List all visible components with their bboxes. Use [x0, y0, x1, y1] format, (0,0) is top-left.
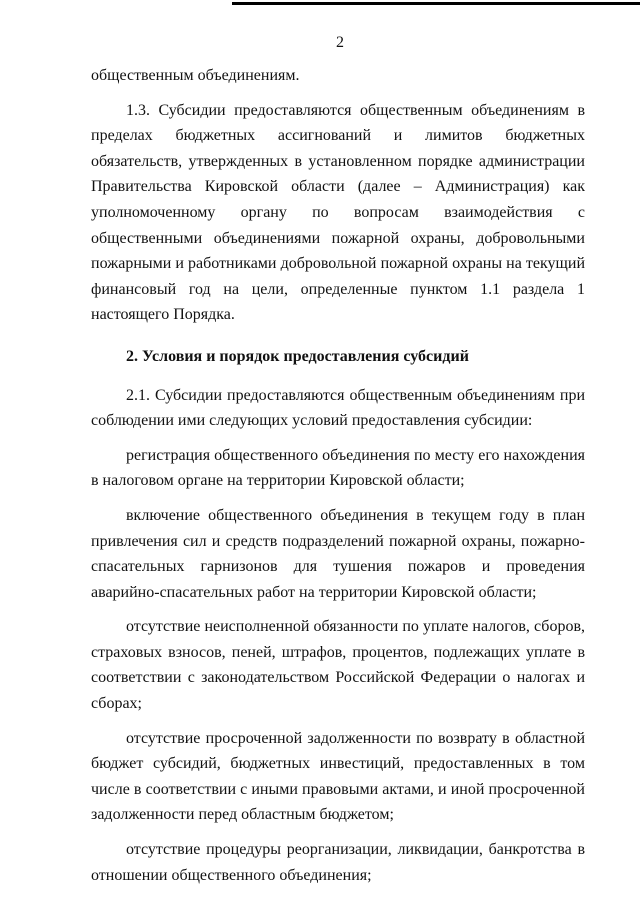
- document-body: [91, 63, 585, 897]
- page-number: 2: [336, 34, 344, 51]
- paragraph-continuation: общественным объединениям.: [91, 67, 300, 84]
- condition-no-overdue-debt: отсутствие просроченной задолженности по возврату в областной бюджет субсидий, бюджетных инвестиций, предоставленных в том числе в соответствии с иными правовыми актами, и иной просроченной задолженности перед областным бюджетом;: [91, 729, 585, 824]
- condition-inclusion: включение общественного объединения в текущем году в план привлечения сил и средств подразделений пожарной охраны, пожарно-спасательных гарнизонов для тушения пожаров и проведения аварийно-спасательных работ на территории Кировской области;: [91, 506, 585, 601]
- condition-no-reorganization: отсутствие процедуры реорганизации, ликвидации, банкротства в отношении общественного объединения;: [91, 841, 585, 884]
- top-rule: [232, 2, 640, 5]
- condition-no-tax-debt: отсутствие неисполненной обязанности по уплате налогов, сборов, страховых взносов, пеней, штрафов, процентов, подлежащих уплате в соответствии с законодательством Российской Федерации о налогах и сборах;: [91, 618, 585, 713]
- section-2-heading: 2. Условия и порядок предоставления субсидий: [126, 347, 469, 365]
- condition-registration: регистрация общественного объединения по месту его нахождения в налоговом органе на территории Кировской области;: [91, 446, 585, 490]
- paragraph-2-1: 2.1. Субсидии предоставляются общественным объединениям при соблюдении ими следующих условий предоставления субсидии:: [91, 386, 585, 430]
- paragraph-1-3: 1.3. Субсидии предоставляются общественным объединениям в пределах бюджетных ассигнований и лимитов бюджетных обязательств, утвержденных в установленном порядке администрации Правительства Кировской области (далее – Администрация) как уполномоченному органу по вопросам взаимодействия с общественными объединениями пожарной охраны, добровольными пожарными и работниками добровольной пожарной охраны на текущий финансовый год на цели, определенные пунктом 1.1 раздела 1 настоящего Порядка.: [91, 101, 585, 324]
